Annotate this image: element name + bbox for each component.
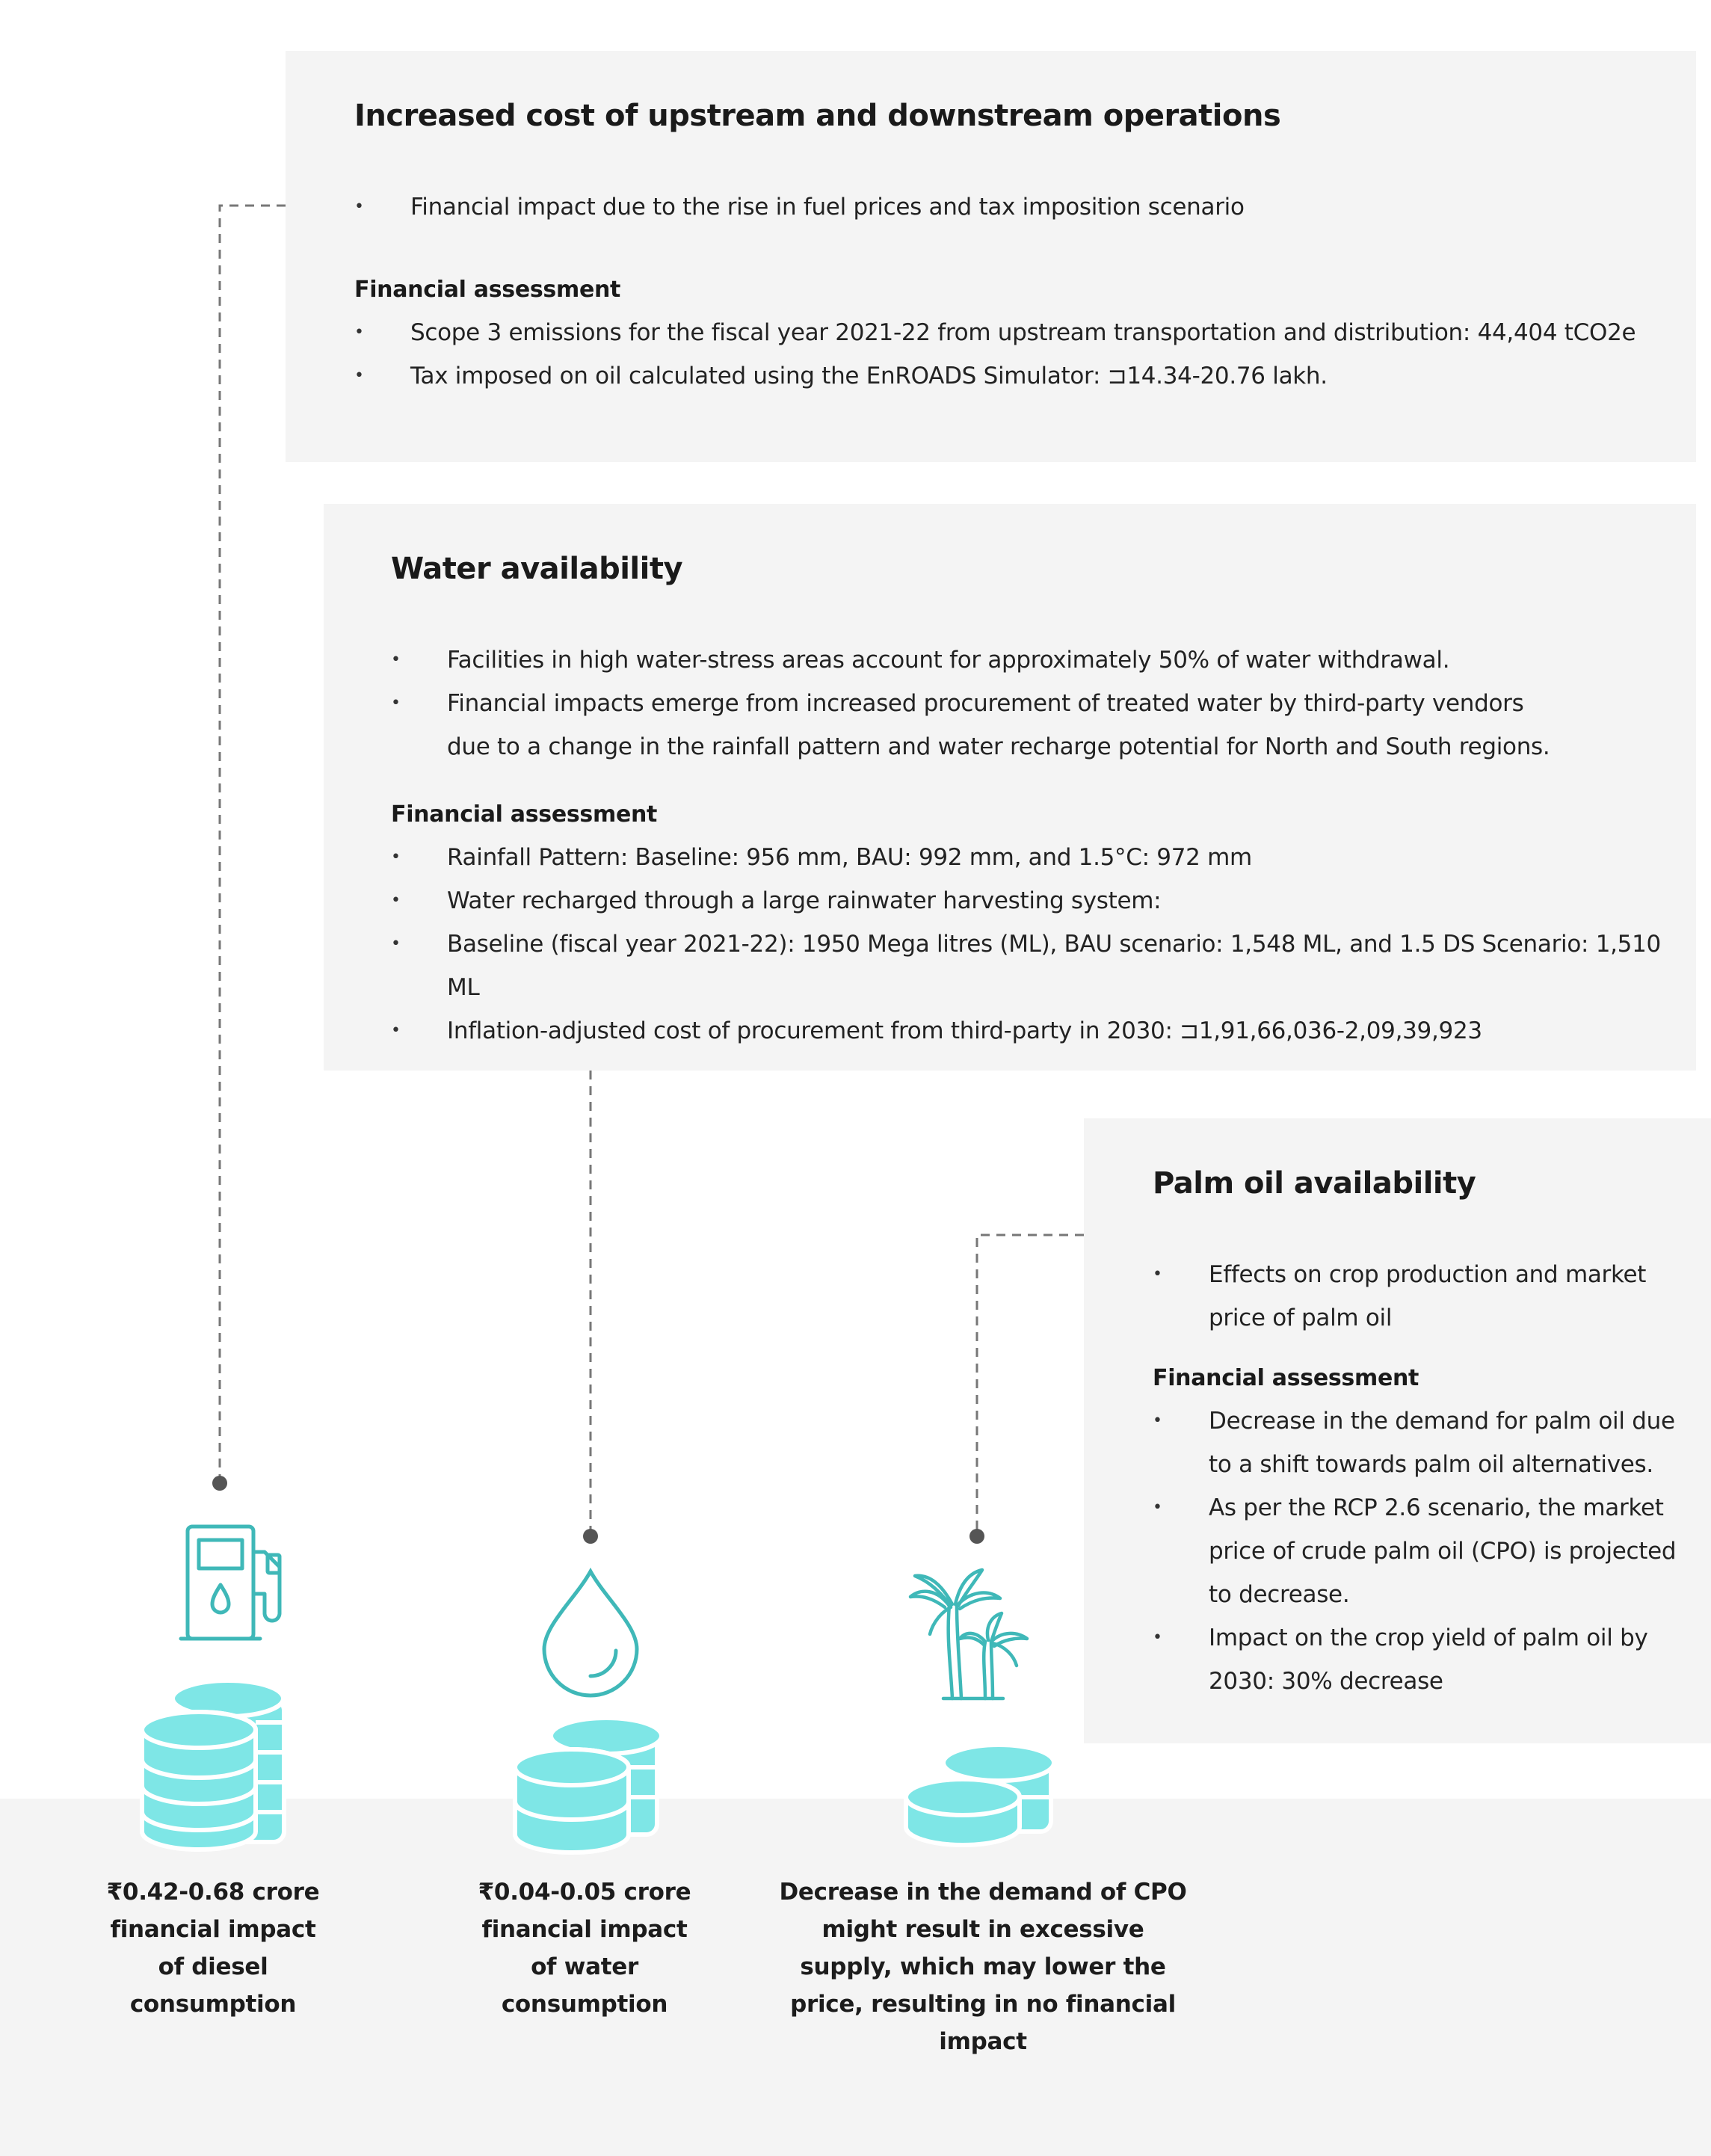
coin-stack-icon (511, 1715, 668, 1854)
connector-dot (583, 1529, 598, 1544)
assessment-heading: Financial assessment (391, 801, 658, 828)
connector-dot (212, 1476, 227, 1491)
card-title: Water availability (391, 552, 683, 586)
assessment-heading: Financial assessment (1153, 1365, 1419, 1391)
list-item: • Decrease in the demand for palm oil due to a shift towards palm oil alternatives. (1153, 1399, 1691, 1486)
list-item: • Water recharged through a large rainwater harvesting system: (391, 879, 1692, 923)
list-item: • Impact on the crop yield of palm oil by 2030: 30% decrease (1153, 1616, 1691, 1703)
list-item: • Baseline (fiscal year 2021-22): 1950 Mega litres (ML), BAU scenario: 1,548 ML, and 1.5 DS Scenario: 1,510 ML (391, 923, 1692, 1009)
coin-stack-icon (901, 1742, 1058, 1854)
list-item: • As per the RCP 2.6 scenario, the market price of crude palm oil (CPO) is projected to decrease. (1153, 1486, 1691, 1616)
card-title: Increased cost of upstream and downstream operations (354, 99, 1281, 133)
water-drop-icon (540, 1568, 641, 1695)
fuel-pump-icon (176, 1522, 289, 1645)
card-title: Palm oil availability (1153, 1166, 1476, 1201)
list-item: • Facilities in high water-stress areas account for approximately 50% of water withdrawal. (391, 638, 1557, 682)
list-item: • Rainfall Pattern: Baseline: 956 mm, BAU: 992 mm, and 1.5°C: 972 mm (391, 836, 1692, 879)
list-item: • Effects on crop production and market price of palm oil (1153, 1253, 1661, 1340)
connector-dot (969, 1529, 984, 1544)
list-item: • Financial impact due to the rise in fuel prices and tax imposition scenario (354, 185, 1625, 229)
coin-stack-icon (135, 1678, 292, 1854)
list-item: • Scope 3 emissions for the fiscal year 2021-22 from upstream transportation and distribution: 44,404 tCO2e (354, 311, 1670, 354)
caption-palm-impact: Decrease in the demand of CPO might result in excessive supply, which may lower the price, resulting in no financial impact (779, 1879, 1187, 2055)
list-item: • Inflation-adjusted cost of procurement from third-party in 2030: ⊐1,91,66,036-2,09,39,923 (391, 1009, 1692, 1053)
assessment-heading: Financial assessment (354, 277, 621, 303)
palm-tree-icon (907, 1562, 1039, 1701)
caption-water-impact: ₹0.04-0.05 crore financial impact of water consumption (478, 1879, 691, 2018)
list-item: • Tax imposed on oil calculated using the EnROADS Simulator: ⊐14.34-20.76 lakh. (354, 354, 1670, 398)
list-item: • Financial impacts emerge from increased procurement of treated water by third-party vendors due to a change in the rainfall pattern and water recharge potential for North and South regions. (391, 682, 1557, 769)
caption-diesel-impact: ₹0.42-0.68 crore financial impact of diesel consumption (106, 1879, 320, 2018)
